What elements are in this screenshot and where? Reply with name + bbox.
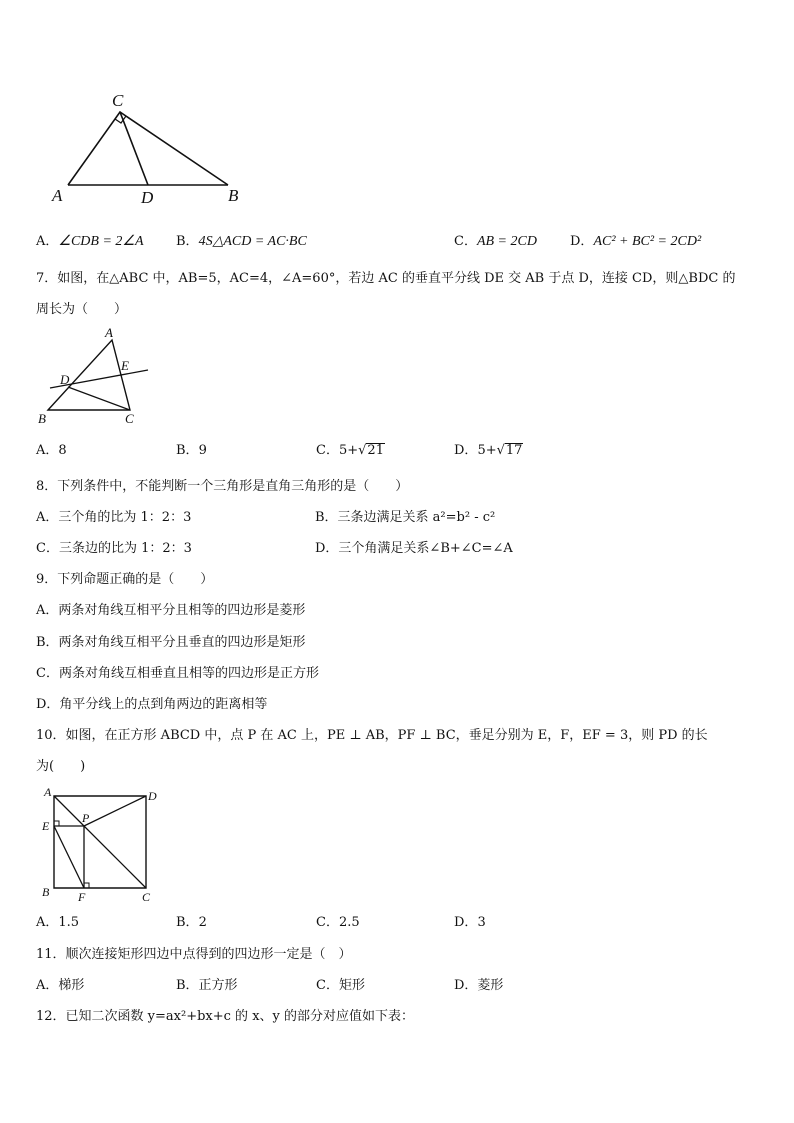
figure-q7-triangle [36,326,151,426]
q8-stem: 8．下列条件中，不能判断一个三角形是直角三角形的是（ ） [36,479,409,494]
label-c: C [112,91,124,110]
q11-option-b[interactable]: B．正方形 [176,978,238,993]
segment-cd [120,112,148,185]
label-a: A [44,785,52,799]
sqrt-sign-icon: √ [358,443,367,458]
q10-stem: 10．如图，在正方形 ABCD 中，点 P 在 AC 上，PE ⊥ AB，PF ⊥ BC，垂足分别为 E，F，EF = 3，则 PD 的长 [36,728,708,743]
segment-cd [68,387,130,410]
triangle-acb [68,112,228,185]
label-p: P [82,811,90,825]
q11-option-c[interactable]: C．矩形 [316,978,365,993]
label-b: B [42,885,50,899]
q7-option-d[interactable]: D．5+√17 [454,443,523,458]
q10-option-a[interactable]: A．1.5 [36,915,80,930]
q9-option-a[interactable]: A．两条对角线互相平分且相等的四边形是菱形 [36,603,306,618]
right-angle-mark-e [54,821,59,826]
sqrt-sign-icon: √ [496,443,505,458]
label-d: D [141,188,154,207]
q9-option-c[interactable]: C．两条对角线互相垂直且相等的四边形是正方形 [36,666,319,681]
q11-option-a[interactable]: A．梯形 [36,978,85,993]
q8-option-c[interactable]: C．三条边的比为 1：2：3 [36,541,192,556]
label-d: D [148,789,157,803]
q9-stem: 9．下列命题正确的是（ ） [36,572,214,587]
q10-stem-cont: 为( ) [36,759,86,774]
q8-option-d[interactable]: D．三个角满足关系∠B+∠C=∠A [315,541,513,556]
segment-ef [54,826,84,888]
label-a: A [105,326,113,340]
label-f: F [78,890,86,904]
q7-option-c[interactable]: C．5+√21 [316,443,384,458]
segment-pd [84,796,146,826]
q10-option-c[interactable]: C．2.5 [316,915,360,930]
q8-option-a[interactable]: A．三个角的比为 1：2：3 [36,510,192,525]
label-d: D [60,372,70,387]
q7-stem: 7．如图，在△ABC 中，AB=5，AC=4，∠A=60°，若边 AC 的垂直平分线 DE 交 AB 于点 D，连接 CD，则△BDC 的 [36,271,736,286]
label-e: E [121,358,129,373]
q10-option-d[interactable]: D．3 [454,915,486,930]
q7-option-a[interactable]: A．8 [36,443,67,458]
q11-option-d[interactable]: D．菱形 [454,978,504,993]
q6-option-b[interactable]: B．4S△ACD = AC·BC [176,234,307,249]
label-c: C [125,411,134,426]
label-c: C [142,890,151,904]
q11-stem: 11．顺次连接矩形四边中点得到的四边形一定是（ ） [36,947,352,962]
q7-stem-cont: 周长为（ ） [36,302,128,317]
q6-option-c[interactable]: C．AB = 2CD [454,234,537,249]
q9-option-b[interactable]: B．两条对角线互相平分且垂直的四边形是矩形 [36,635,306,650]
figure-q10-square [36,784,162,906]
q7-option-b[interactable]: B．9 [176,443,207,458]
figure-q6-triangle [50,88,250,208]
q10-option-b[interactable]: B．2 [176,915,207,930]
q6-option-a[interactable]: A．∠CDB = 2∠A [36,234,144,249]
label-a: A [52,186,63,205]
label-b: B [38,411,46,426]
right-angle-mark-f [84,883,89,888]
label-e: E [42,819,50,833]
q6-option-d[interactable]: D．AC² + BC² = 2CD² [570,234,702,249]
label-b: B [228,186,239,205]
q12-stem: 12．已知二次函数 y=ax²+bx+c 的 x、y 的部分对应值如下表： [36,1009,414,1024]
q8-option-b[interactable]: B．三条边满足关系 a²=b² - c² [315,510,496,525]
q9-option-d[interactable]: D．角平分线上的点到角两边的距离相等 [36,697,268,712]
diagonal-ac [54,796,146,888]
